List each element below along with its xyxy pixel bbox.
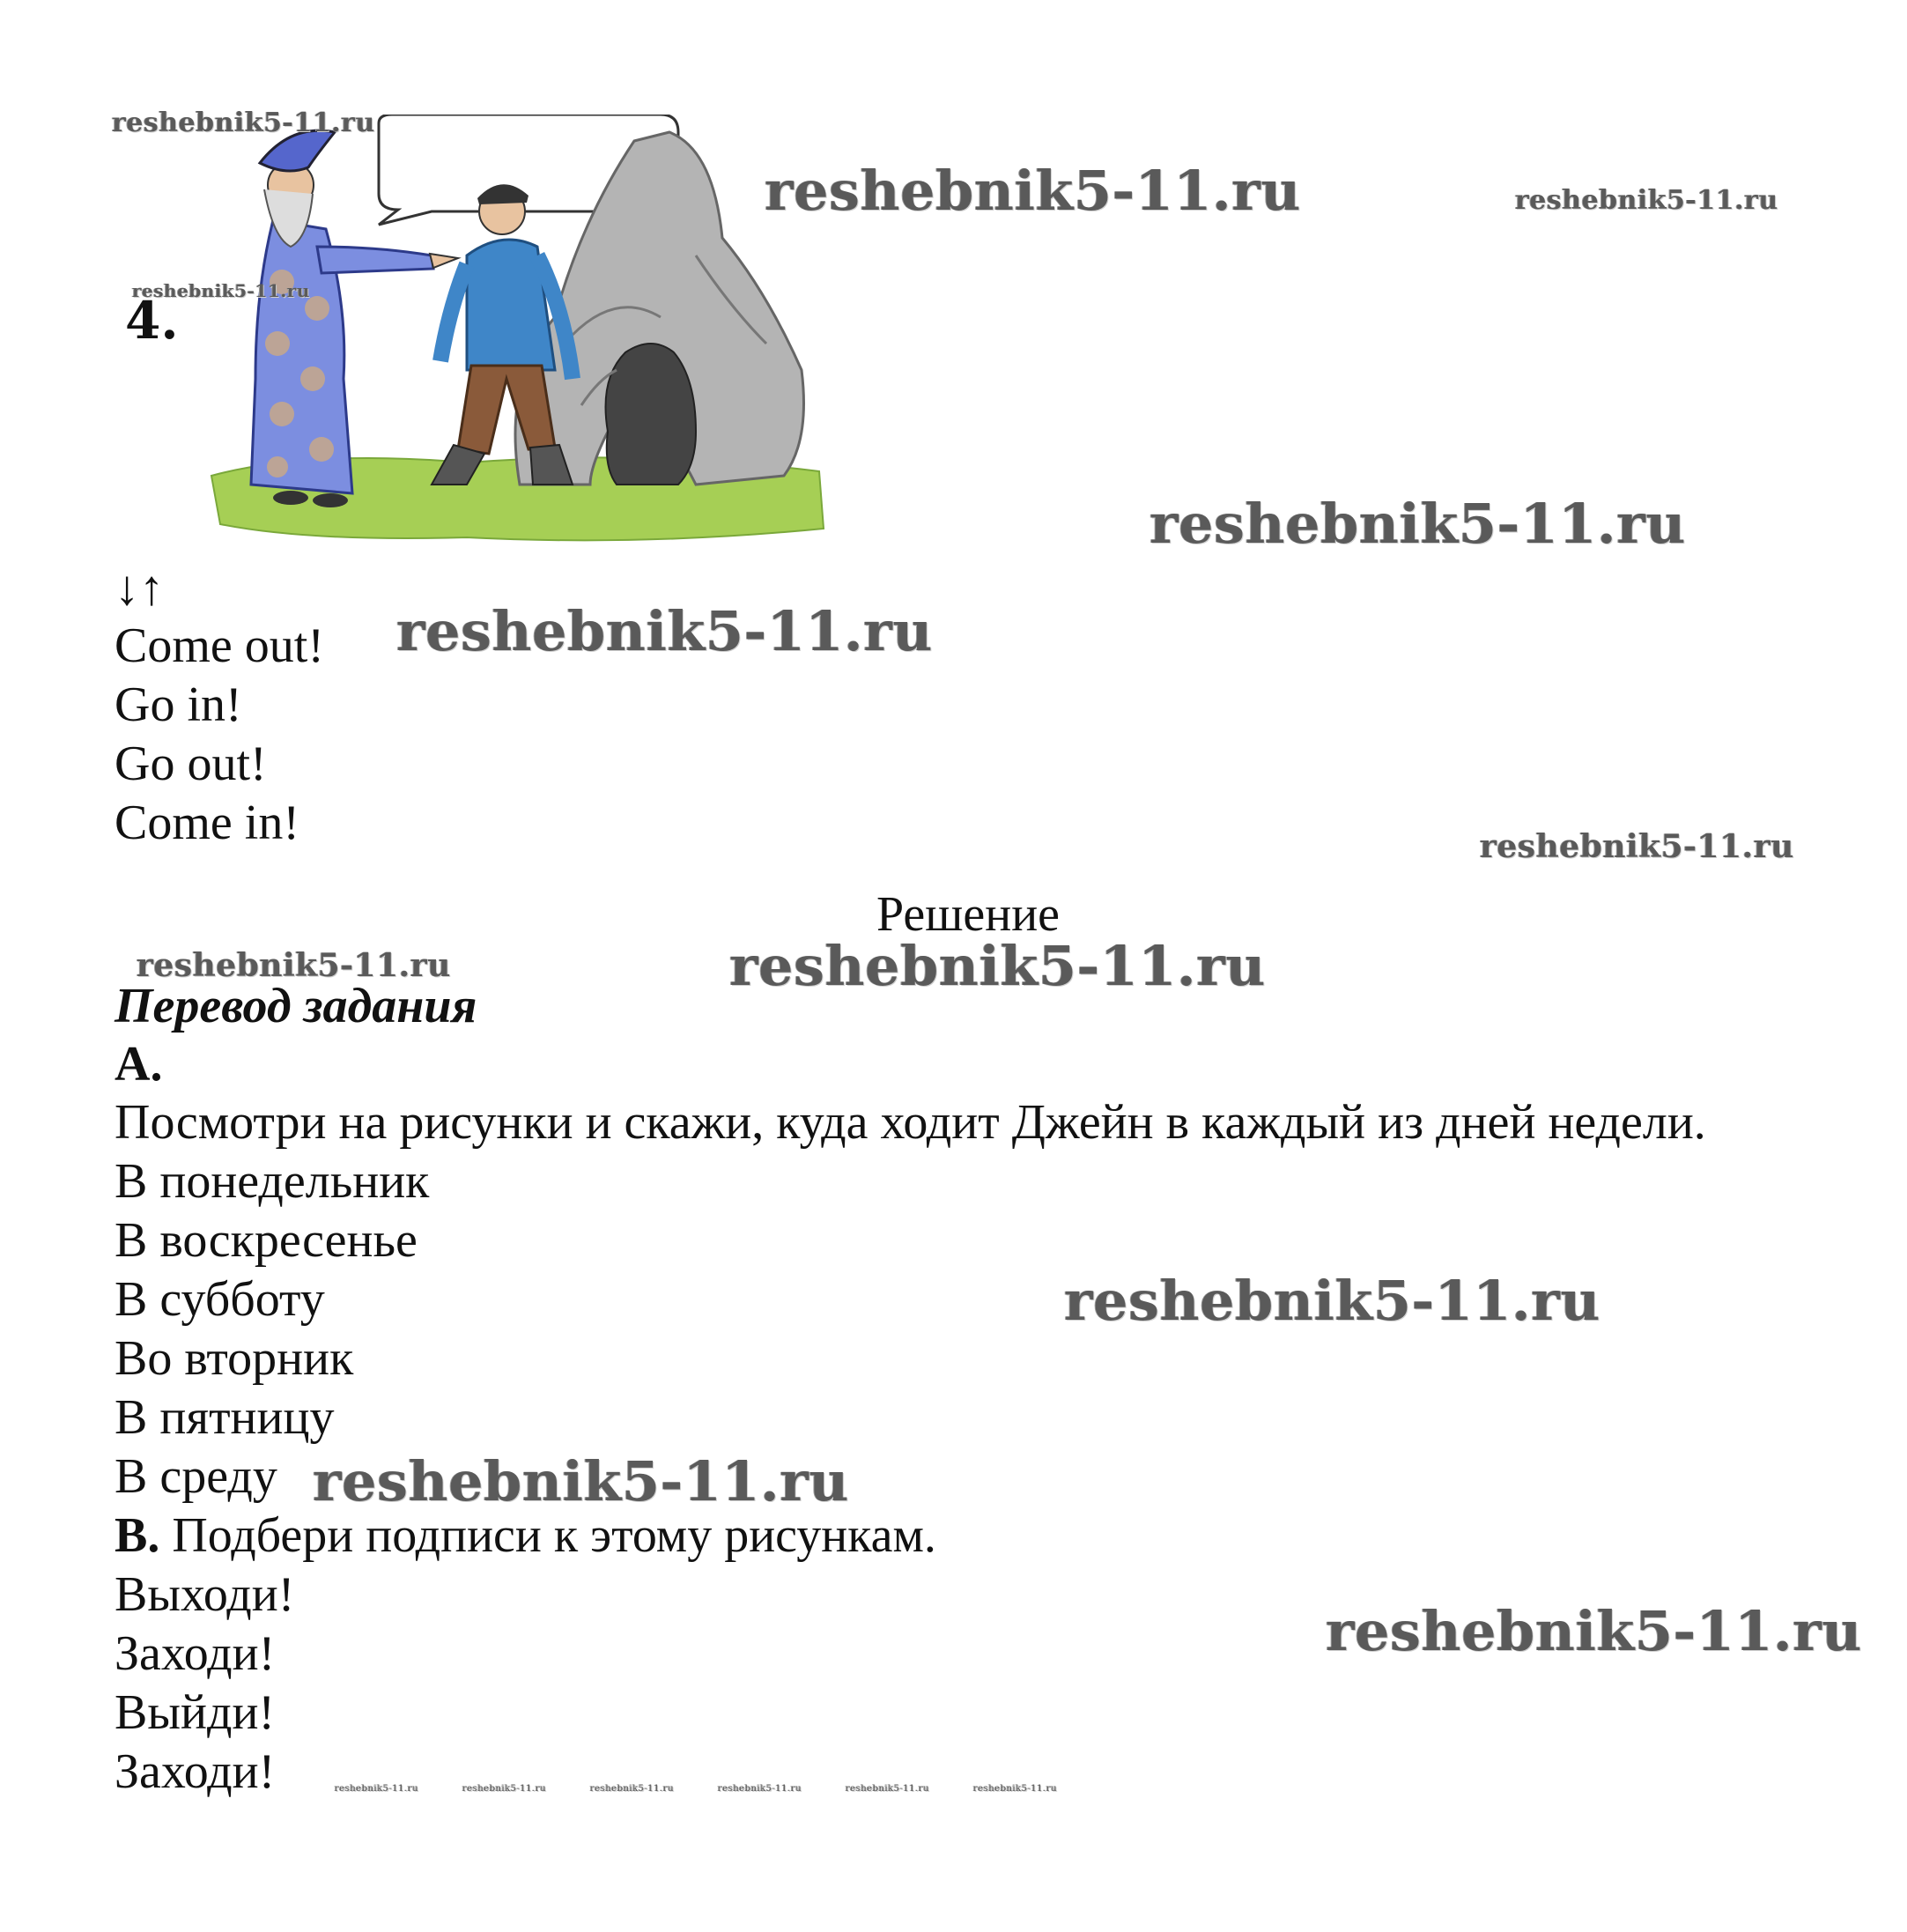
part-a-instruction: Посмотри на рисунки и скажи, куда ходит Джейн в каждый из дней недели.: [115, 1095, 1706, 1150]
day-item: В понедельник: [115, 1154, 430, 1209]
watermark: reshebnik5-11.ru: [973, 1784, 1058, 1794]
watermark: reshebnik5-11.ru: [1480, 828, 1794, 865]
watermark: reshebnik5-11.ru: [1149, 492, 1686, 556]
watermark: reshebnik5-11.ru: [396, 599, 933, 663]
solution-label: Решение: [876, 887, 1061, 942]
day-item: В воскресенье: [115, 1213, 418, 1268]
watermark: reshebnik5-11.ru: [718, 1784, 802, 1794]
caption-ru-2: Заходи!: [115, 1626, 276, 1681]
caption-en-2: Go in!: [115, 677, 242, 732]
part-b-instruction: Подбери подписи к этому рисункам.: [172, 1508, 936, 1563]
part-a-label: A.: [115, 1037, 163, 1092]
updown-arrows: ↓↑: [115, 561, 164, 616]
caption-ru-1: Выходи!: [115, 1567, 295, 1622]
watermark: reshebnik5-11.ru: [137, 947, 451, 984]
translation-heading: Перевод задания: [115, 979, 477, 1033]
exercise-number: 4.: [125, 291, 179, 351]
watermark: reshebnik5-11.ru: [846, 1784, 930, 1794]
watermark: reshebnik5-11.ru: [112, 107, 375, 138]
day-item: В среду: [115, 1449, 277, 1504]
watermark: reshebnik5-11.ru: [729, 934, 1266, 998]
watermark: reshebnik5-11.ru: [1326, 1599, 1862, 1663]
watermark: reshebnik5-11.ru: [1064, 1269, 1600, 1333]
caption-en-1: Come out!: [115, 618, 324, 673]
caption-en-4: Come in!: [115, 796, 299, 850]
day-item: В субботу: [115, 1272, 325, 1327]
watermark: reshebnik5-11.ru: [590, 1784, 675, 1794]
caption-en-3: Go out!: [115, 737, 267, 791]
watermark: reshebnik5-11.ru: [335, 1784, 419, 1794]
caption-ru-4: Заходи!: [115, 1744, 276, 1799]
watermark: reshebnik5-11.ru: [765, 159, 1301, 223]
watermark: reshebnik5-11.ru: [132, 280, 310, 301]
wizard-and-boy-cave-picture: [203, 115, 837, 555]
watermark: reshebnik5-11.ru: [1515, 185, 1778, 216]
caption-ru-3: Выйди!: [115, 1685, 276, 1740]
day-item: Во вторник: [115, 1331, 354, 1386]
part-b-line: [115, 1508, 936, 1563]
day-item: В пятницу: [115, 1390, 335, 1445]
part-b-label: B.: [115, 1508, 160, 1563]
watermark: reshebnik5-11.ru: [313, 1449, 849, 1514]
watermark: reshebnik5-11.ru: [462, 1784, 547, 1794]
illustration: [203, 115, 837, 555]
